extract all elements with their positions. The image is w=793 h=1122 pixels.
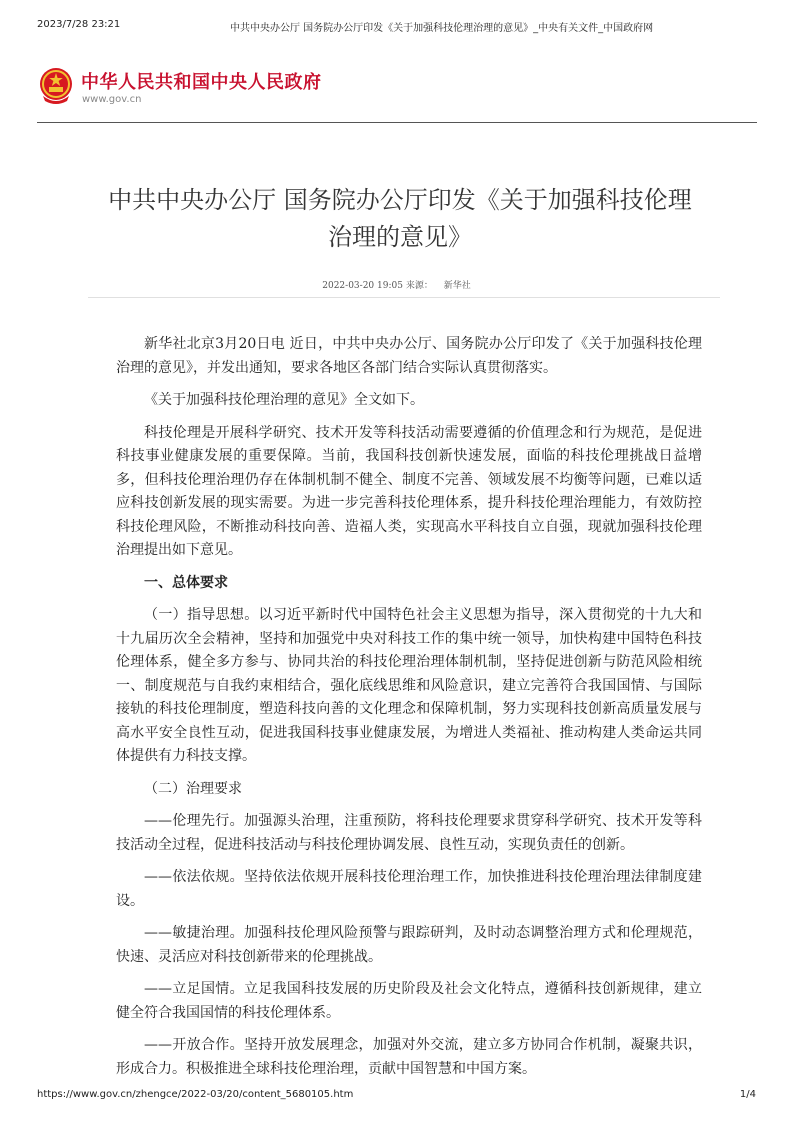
meta-divider [88,297,720,298]
page-number: 1/4 [739,1089,756,1100]
site-name[interactable]: 中华人民共和国中央人民政府 [81,72,322,93]
print-header [0,19,793,35]
print-datetime: 2023/7/28 23:21 [37,19,121,30]
print-page-title: 中共中央办公厅 国务院办公厅印发《关于加强科技伦理治理的意见》_中央有关文件_中国政府网 [230,23,654,34]
paragraph: 新华社北京3月20日电 近日，中共中央办公厅、国务院办公厅印发了《关于加强科技伦理治理的意见》，并发出通知，要求各地区各部门结合实际认真贯彻落实。 [116,336,702,376]
article-title-line-1: 中共中央办公厅 国务院办公厅印发《关于加强科技伦理 [108,186,692,214]
header-divider [37,122,757,123]
article-body [116,333,702,1090]
article-source: 新华社 [443,281,471,291]
site-header [37,62,757,122]
subsection-heading: （二）治理要求 [144,780,242,797]
print-footer [0,1089,793,1105]
paragraph: ——开放合作。坚持开放发展理念，加强对外交流，建立多方协同合作机制，凝聚共识，形成合力。积极推进全球科技伦理治理，贡献中国智慧和中国方案。 [116,1037,702,1077]
article-title [60,182,740,256]
paragraph: ——伦理先行。加强源头治理，注重预防，将科技伦理要求贯穿科学研究、技术开发等科技活动全过程，促进科技活动与科技伦理协调发展、良性互动，实现负责任的创新。 [116,813,702,853]
article-source-label: 来源： [405,281,433,291]
section-heading: 一、总体要求 [144,574,228,591]
paragraph: ——依法依规。坚持依法依规开展科技伦理治理工作，加快推进科技伦理治理法律制度建设。 [116,869,702,909]
paragraph: （一）指导思想。以习近平新时代中国特色社会主义思想为指导，深入贯彻党的十九大和十九届历次全会精神，坚持和加强党中央对科技工作的集中统一领导，加快构建中国特色科技伦理体系，健全多方参与、协同共治的科技伦理治理体制机制，坚持促进创新与防范风险相统一、制度规范与自我约束相结合，强化底线思维和风险意识，建立完善符合我国国情、与国际接轨的科技伦理制度，塑造科技向善的文化理念和保障机制，努力实现科技创新高质量发展与高水平安全良性互动，促进我国科技事业健康发展，为增进人类福祉、推动构建人类命运共同体提供有力科技支撑。 [116,607,702,764]
paragraph: ——敏捷治理。加强科技伦理风险预警与跟踪研判，及时动态调整治理方式和伦理规范，快速、灵活应对科技创新带来的伦理挑战。 [116,925,702,965]
article-meta [0,278,793,291]
paragraph: 《关于加强科技伦理治理的意见》全文如下。 [144,392,424,408]
paragraph: ——立足国情。立足我国科技发展的历史阶段及社会文化特点，遵循科技创新规律，建立健全符合我国国情的科技伦理体系。 [116,981,702,1021]
site-url[interactable]: www.gov.cn [82,94,142,105]
article-datetime: 2022-03-20 19:05 [322,281,403,291]
footer-url[interactable]: https://www.gov.cn/zhengce/2022-03/20/content_5680105.htm [37,1089,354,1100]
paragraph: 科技伦理是开展科学研究、技术开发等科技活动需要遵循的价值理念和行为规范，是促进科技事业健康发展的重要保障。当前，我国科技创新快速发展，面临的科技伦理挑战日益增多，但科技伦理治理仍存在体制机制不健全、制度不完善、领域发展不均衡等问题，已难以适应科技创新发展的现实需要。为进一步完善科技伦理体系，提升科技伦理治理能力，有效防控科技伦理风险，不断推动科技向善、造福人类，实现高水平科技自立自强，现就加强科技伦理治理提出如下意见。 [116,424,702,558]
national-emblem-icon[interactable] [37,66,75,106]
article-title-line-2: 治理的意见》 [328,223,472,251]
